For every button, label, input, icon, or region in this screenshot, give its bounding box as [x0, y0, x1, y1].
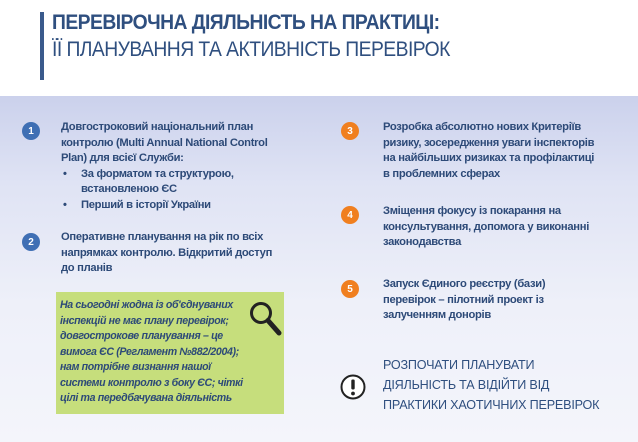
exclamation-icon: [340, 374, 366, 400]
title-accent-bar: [40, 12, 44, 80]
item-4-text: Зміщення фокусу із покарання на консультування, допомога у виконанні законодавства: [383, 205, 590, 248]
item-3-badge: 3: [341, 122, 359, 140]
title-line-2: ЇЇ ПЛАНУВАННЯ ТА АКТИВНІСТЬ ПЕРЕВІРОК: [52, 38, 450, 61]
title-line-1: ПЕРЕВІРОЧНА ДІЯЛЬНІСТЬ НА ПРАКТИЦІ:: [52, 11, 440, 34]
item-2-line: напрямках контролю. Відкритий доступ: [61, 246, 273, 259]
item-4-badge: 4: [341, 206, 359, 224]
item-1-badge: 1: [22, 122, 40, 140]
item-5-badge: 5: [341, 280, 359, 298]
item-1-text: [61, 120, 301, 213]
item-1-line: Довгостроковий національний план: [61, 121, 254, 133]
item-1-line: Plan) для всієї Служби:: [61, 152, 184, 164]
call-to-action: РОЗПОЧАТИ ПЛАНУВАТИ ДІЯЛЬНІСТЬ ТА ВІДІЙТИ ВІД ПРАКТИКИ ХАОТИЧНИХ ПЕРЕВІРОК: [383, 358, 600, 412]
magnifier-icon: [248, 300, 282, 336]
item-2-badge: 2: [22, 233, 40, 251]
item-5-text: Запуск Єдиного реєстру (бази) перевірок – пілотний проект із залученням донорів: [383, 278, 546, 321]
item-1-line: контролю (Multi Annual National Control: [61, 136, 268, 149]
item-2-line: Оперативне планування на рік по всіх: [61, 231, 264, 243]
item-1-bullets: [61, 167, 301, 214]
item-2-text: [61, 230, 301, 277]
bullet-item: • Перший в історії України: [61, 198, 301, 214]
note-box: [56, 292, 284, 414]
note-text: На сьогодні жодна із об'єднуваних інспекцій не має плану перевірок; довгострокове планування – це вимога ЄС (Регламент №882/2004); нам потрібне визнання нашої системи контролю з боку ЄС; чіткі цілі та передбачувана діяльність: [60, 299, 243, 404]
item-2-line: до планів: [61, 262, 113, 274]
page-title: [52, 10, 450, 62]
item-3-text: Розробка абсолютно нових Критеріїв ризику, зосередження уваги інспекторів на найбільших ризиках та профілактиці в проблемних сферах: [383, 121, 595, 180]
bullet-item: • За форматом та структурою, встановленою ЄС: [61, 167, 301, 198]
